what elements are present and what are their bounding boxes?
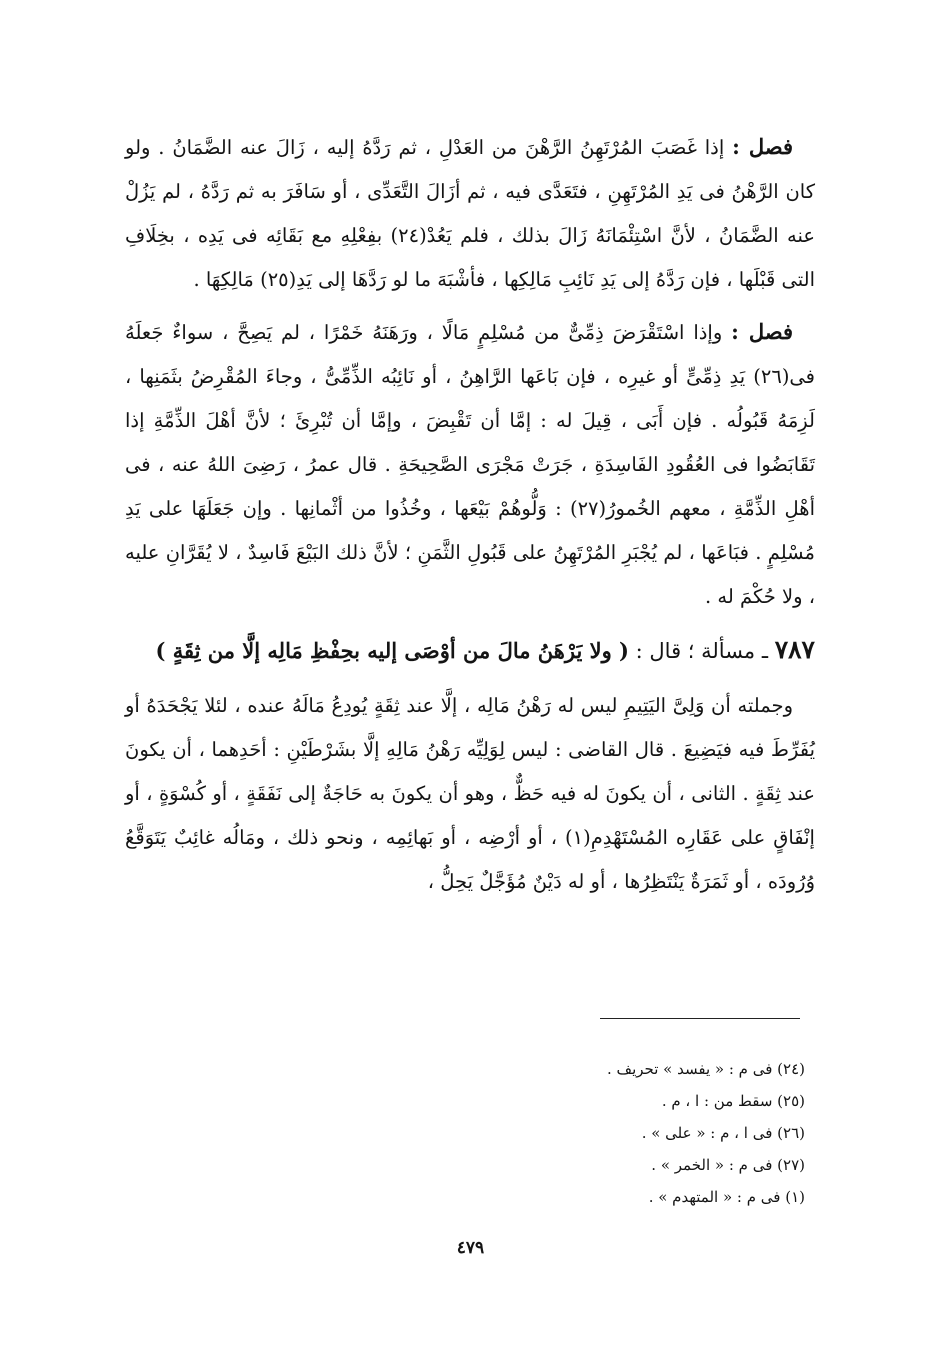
issue-number: ٧٨٧ (774, 635, 815, 664)
section-heading: فصل : (731, 319, 793, 344)
page-number: ٤٧٩ (456, 1238, 485, 1258)
paragraph-text: وجملته أن وَلِىَّ اليَتِيمِ ليس له رَهْنُ مَالِه ، إلَّا عند ثِقَةٍ يُودِعُ مَالَهُ عنده ، لئلا يَجْحَدَهُ أو يُفَرِّطَ فيه فيَضِيعَ . قال القاضى : ليس لِوَلِيِّه رَهْنُ مَالِهِ إلَّا بشَرْطَيْنِ : أحَدِهما ، أن يكونَ عند ثِقَةٍ . الثانى ، أن يكونَ له فيه حَظٌّ ، وهو أن يكونَ به حَاجَةٌ إلى نَفَقَةٍ ، أو كُسْوَةٍ ، أو إنْفَاقٍ على عَقَارِه المُسْتَهْدِمِ(١) ، أو أرْضِه ، أو بَهائِمِه ، ونحو ذلك ، ومَالُه غائِبٌ يَتَوَقَّعُ وُرُودَه ، أو ثَمَرَةٌ يَنْتَظِرُها ، أو له دَيْنٌ مُؤَجَّلٌ يَحِلُّ ، (125, 694, 815, 893)
footnote: (١) فى م : « المتهدم » . (648, 1188, 805, 1206)
issue-heading (125, 627, 815, 674)
footnote: (٢٧) فى م : « الخمر » . (651, 1156, 805, 1174)
footnote: (٢٤) فى م : « يفسد » تحريف . (607, 1060, 805, 1078)
paragraph-text: وإذا اسْتَقْرَضَ ذِمِّىٌّ من مُسْلِمٍ مَالًا ، ورَهَنَهُ خَمْرًا ، لم يَصِحَّ ، سواءٌ جَعلَهُ فى(٢٦) يَدِ ذِمِّىٍّ أو غيرِه ، فإن بَاعَها الرَّاهِنُ ، أو نَائِبُه الذِّمِّىُّ ، وجاءَ المُقْرِضُ بثَمَنِها ، لَزِمَهُ قَبُولُه . فإن أَبَى ، قِيلَ له : إمَّا أن تَقْبِضَ ، وإمَّا أن تُبْرِئَ ؛ لأنَّ أهْلَ الذِّمَّةِ إذا تَقَابَضُوا فى العُقُودِ الفَاسِدَةِ ، جَرَتْ مَجْرَى الصَّحِيحَةِ . قال عمرُ ، رَضِىَ اللهُ عنه ، فى أهْلِ الذِّمَّةِ ، معهم الخُمورُ(٢٧) : وَلُّوهُمْ بَيْعَها ، وخُذُوا من أثْمانِها . وإن جَعَلَهَا على يَدِ مُسْلِمٍ . فبَاعَها ، لم يُجْبَرِ المُرْتَهِنُ على قَبُولِ الثَّمَنِ ؛ لأنَّ ذلك البَيْعَ فَاسِدٌ ، لا يُقَرَّانِ عليه ، ولا حُكْمَ له . (125, 321, 816, 608)
paragraph-section-1 (125, 125, 815, 302)
section-heading: فصل : (732, 134, 794, 159)
issue-label: ـ مسألة ؛ قال : (635, 639, 769, 663)
footnote-divider (600, 1018, 800, 1019)
issue-quote: ( ولا يَرْهَنُ مالَ من أوْصَى إليه بحِفْظِ مَالِه إلَّا من ثِقَةٍ ) (155, 638, 629, 663)
paragraph-section-3 (125, 684, 815, 904)
paragraph-section-2 (125, 310, 815, 619)
paragraph-text: إذا غَصَبَ المُرْتَهِنُ الرَّهْنَ من العَدْلِ ، ثم رَدَّهُ إليه ، زَالَ عنه الضَّمَانُ . ولو كان الرَّهْنُ فى يَدِ المُرْتَهِنِ ، فتَعَدَّى فيه ، ثم أزَالَ التَّعَدِّى ، أو سَافَرَ به ثم رَدَّهُ ، لم يَزُلْ عنه الضَّمَانُ ، لأنَّ اسْتِئْمَانَهُ زَالَ بذلك ، فلم يَعُدْ(٢٤) بفِعْلِهِ مع بَقَائِه فى يَدِه ، بخِلَافِ التى قَبْلَها ، فإن رَدَّهُ إلى يَدِ نَائِبِ مَالِكِها ، فأشْبَهَ ما لو رَدَّهَا إلى يَدِ(٢٥) مَالِكِهَا . (125, 136, 815, 291)
footnote: (٢٦) فى ا ، م : « على » . (641, 1124, 805, 1142)
footnote: (٢٥) سقط من : ا ، م . (661, 1092, 805, 1110)
footnotes (300, 1053, 805, 1213)
main-text (125, 125, 815, 912)
